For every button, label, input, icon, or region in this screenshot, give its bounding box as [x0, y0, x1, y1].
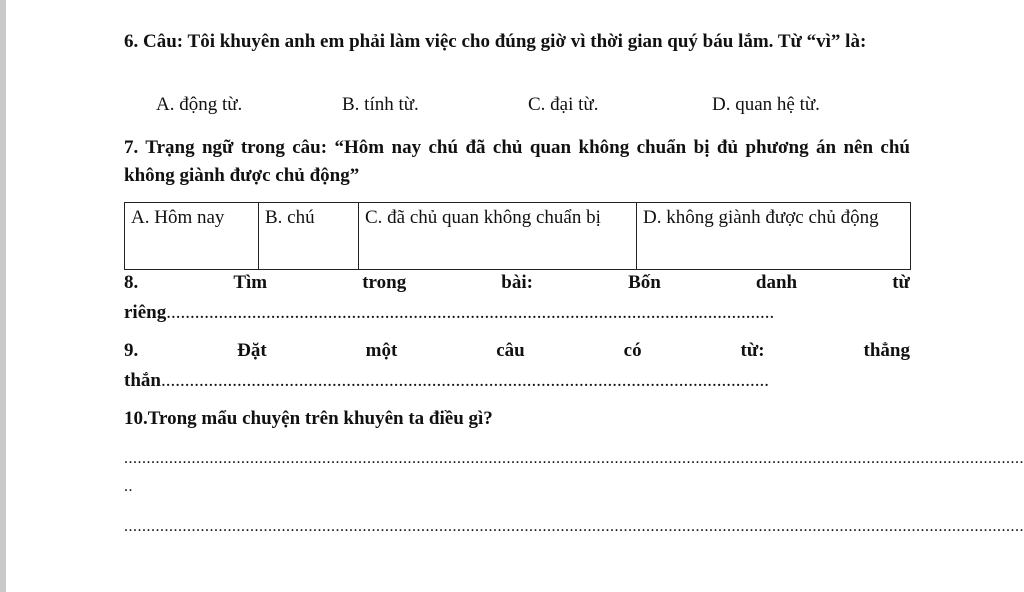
q9-word: một	[365, 340, 398, 361]
q6-option-c: C. đại từ.	[528, 94, 599, 115]
q8-word: bài:	[501, 272, 533, 293]
q9-word: có	[623, 340, 642, 361]
q9-word: câu	[496, 340, 525, 361]
q9-word: từ:	[740, 340, 765, 361]
answer-dotted-line: ..	[124, 478, 133, 495]
q6-option-b: B. tính từ.	[342, 94, 419, 115]
q8-word: danh	[755, 272, 798, 293]
q7-option-b: B. chú	[259, 203, 359, 270]
q9-word: Đặt	[237, 340, 267, 361]
question-7-options-table	[124, 202, 911, 270]
q9-word: 9.	[124, 340, 139, 361]
q8-word: từ	[892, 272, 910, 293]
q6-option-d: D. quan hệ từ.	[712, 94, 820, 115]
table-row	[125, 203, 911, 270]
q9-word: thẳng	[863, 340, 910, 361]
question-10-text: 10.Trong mẩu chuyện trên khuyên ta điều gì?	[124, 408, 493, 429]
answer-dotted-line: ........................................................................................................................................................................................................	[124, 450, 1024, 467]
question-6-text: 6. Câu: Tôi khuyên anh em phải làm việc cho đúng giờ vì thời gian quý báu lắm. Từ “vì” là:	[124, 31, 867, 52]
answer-dotted-line: ................................................................................................................................	[166, 302, 775, 323]
question-9-line1	[124, 340, 910, 362]
question-7-text: 7. Trạng ngữ trong câu: “Hôm nay chú đã chủ quan không chuẩn bị đủ phương án nên chú không giành được chủ động”	[124, 137, 910, 186]
q8-line2-word: riêng	[124, 302, 167, 323]
q7-option-a: A. Hôm nay	[125, 203, 259, 270]
question-8-line1	[124, 272, 910, 294]
q7-option-d: D. không giành được chủ động	[637, 203, 911, 270]
question-8-line2	[124, 302, 774, 324]
q6-option-a: A. động từ.	[156, 94, 243, 115]
q8-word: 8.	[124, 272, 139, 293]
q8-word: trong	[362, 272, 407, 293]
window-left-edge	[0, 0, 6, 592]
answer-dotted-line: ........................................................................................................................................................................................................	[124, 518, 1024, 535]
q8-word: Bốn	[628, 272, 661, 293]
q9-line2-word: thắn	[124, 370, 161, 391]
q8-word: Tìm	[233, 272, 268, 293]
q7-option-c: C. đã chủ quan không chuẩn bị	[359, 203, 637, 270]
question-9-line2	[124, 370, 769, 392]
answer-dotted-line: ................................................................................................................................	[160, 370, 769, 391]
